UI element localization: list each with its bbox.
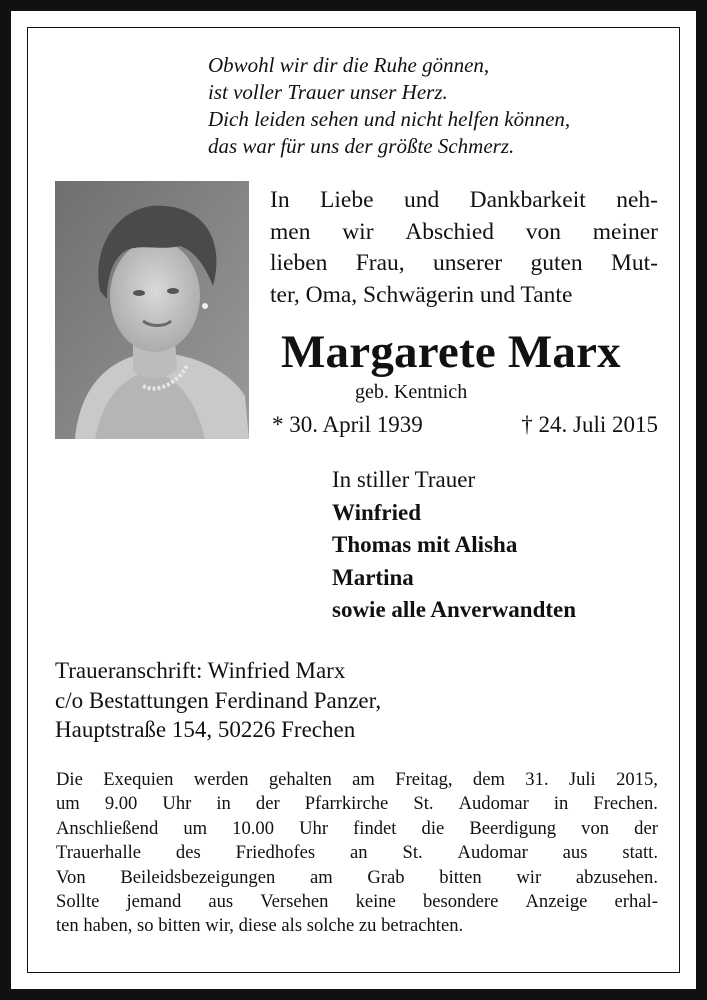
intro-line-1 (270, 185, 658, 217)
portrait-photo (55, 181, 249, 439)
intro-line-4: ter, Oma, Schwägerin und Tante (270, 281, 573, 308)
word: der (634, 817, 658, 839)
word: jemand (126, 890, 182, 912)
notice-line (56, 817, 658, 841)
intro-word: von (525, 218, 562, 245)
intro-word: In (270, 187, 290, 213)
word: statt. (622, 842, 658, 864)
word: besondere (422, 890, 499, 912)
word: aus (208, 890, 234, 912)
poem-line: Obwohl wir dir die Ruhe gönnen, (208, 53, 490, 77)
word: Uhr (299, 817, 329, 839)
address-line: Hauptstraße 154, 50226 Frechen (55, 717, 356, 742)
deceased-name: Margarete Marx (281, 326, 621, 378)
intro-word: Liebe (320, 187, 374, 213)
word: erhal- (614, 890, 658, 912)
intro-word: wir (342, 218, 374, 245)
word: 10.00 (232, 817, 275, 839)
word: Juli (568, 769, 596, 790)
word: findet (353, 817, 397, 839)
word: aus (562, 842, 588, 864)
word: Friedhofes (235, 842, 316, 864)
birth-date: * 30. April 1939 (272, 412, 423, 437)
intro-word: und (403, 187, 440, 213)
intro-text (270, 185, 658, 311)
word: 31. (525, 769, 549, 790)
intro-word: neh- (616, 187, 658, 213)
word: werden (193, 769, 249, 790)
poem-line: ist voller Trauer unser Herz. (208, 80, 448, 104)
mourners-block (332, 464, 576, 627)
intro-line-3 (270, 248, 658, 280)
funeral-notice (56, 768, 658, 939)
word: an (350, 842, 368, 864)
word: Uhr (162, 793, 192, 815)
word: abzusehen. (575, 866, 658, 888)
word: Frechen. (593, 793, 658, 815)
word: keine (355, 890, 396, 912)
word: Anzeige (525, 890, 588, 912)
word: Audomar (458, 793, 529, 815)
word: St. (402, 842, 423, 864)
intro-word: lieben (270, 250, 328, 276)
word: Die (56, 769, 83, 790)
word: 9.00 (104, 793, 138, 815)
poem-line: das war für uns der größte Schmerz. (208, 134, 515, 158)
life-dates (272, 412, 658, 438)
intro-word: Abschied (405, 218, 495, 245)
intro-word: men (270, 218, 311, 245)
mourner-name: Thomas mit Alisha (332, 532, 518, 557)
intro-word: guten (530, 250, 583, 276)
notice-line (56, 866, 658, 890)
word: von (581, 817, 610, 839)
mourner-name: Winfried (332, 499, 422, 525)
death-date: † 24. Juli 2015 (521, 412, 658, 437)
mourners-heading: In stiller Trauer (332, 467, 476, 492)
word: 2015, (616, 769, 658, 790)
notice-line (56, 890, 658, 914)
intro-word: unserer (432, 250, 503, 276)
word: Beileidsbezeigungen (120, 866, 276, 888)
maiden-name: geb. Kentnich (355, 381, 468, 403)
intro-word: Frau, (355, 250, 405, 276)
word: um (183, 817, 208, 839)
word: Audomar (457, 842, 528, 864)
intro-word: Dankbarkeit (469, 187, 586, 213)
notice-line (56, 768, 658, 792)
word: am (309, 866, 333, 888)
intro-line-2 (270, 217, 658, 249)
word: in (216, 793, 231, 815)
mourning-address (55, 656, 381, 745)
word: des (175, 842, 201, 864)
word: in (553, 793, 569, 815)
word: Freitag, (395, 769, 453, 790)
word: Trauerhalle (56, 842, 142, 864)
word: Exequien (103, 769, 174, 790)
notice-line: ten haben, so bitten wir, diese als solche zu betrachten. (56, 915, 464, 937)
word: Versehen (260, 890, 329, 912)
word: am (352, 769, 375, 790)
word: Pfarrkirche (304, 793, 389, 815)
notice-line (56, 792, 658, 816)
poem-line: Dich leiden sehen und nicht helfen können, (208, 107, 571, 131)
address-line: c/o Bestattungen Ferdinand Panzer, (55, 687, 382, 713)
word: der (255, 793, 280, 815)
word: dem (472, 769, 505, 790)
intro-word: Mut- (610, 250, 658, 276)
word: um (56, 793, 80, 815)
word: Von (56, 866, 86, 888)
notice-line (56, 841, 658, 865)
mourner-name: sowie alle Anverwandten (332, 597, 577, 622)
word: Anschließend (56, 817, 159, 839)
word: gehalten (268, 769, 332, 790)
intro-word: meiner (592, 218, 658, 245)
word: die (421, 817, 445, 839)
address-line: Traueranschrift: Winfried Marx (55, 658, 346, 683)
portrait-image (55, 181, 249, 439)
word: bitten (439, 866, 482, 888)
memorial-poem (208, 52, 570, 160)
word: Grab (367, 866, 405, 888)
mourner-name: Martina (332, 564, 414, 590)
word: wir (516, 866, 542, 888)
word: Sollte (56, 890, 100, 912)
word: St. (413, 793, 434, 815)
word: Beerdigung (469, 817, 557, 839)
